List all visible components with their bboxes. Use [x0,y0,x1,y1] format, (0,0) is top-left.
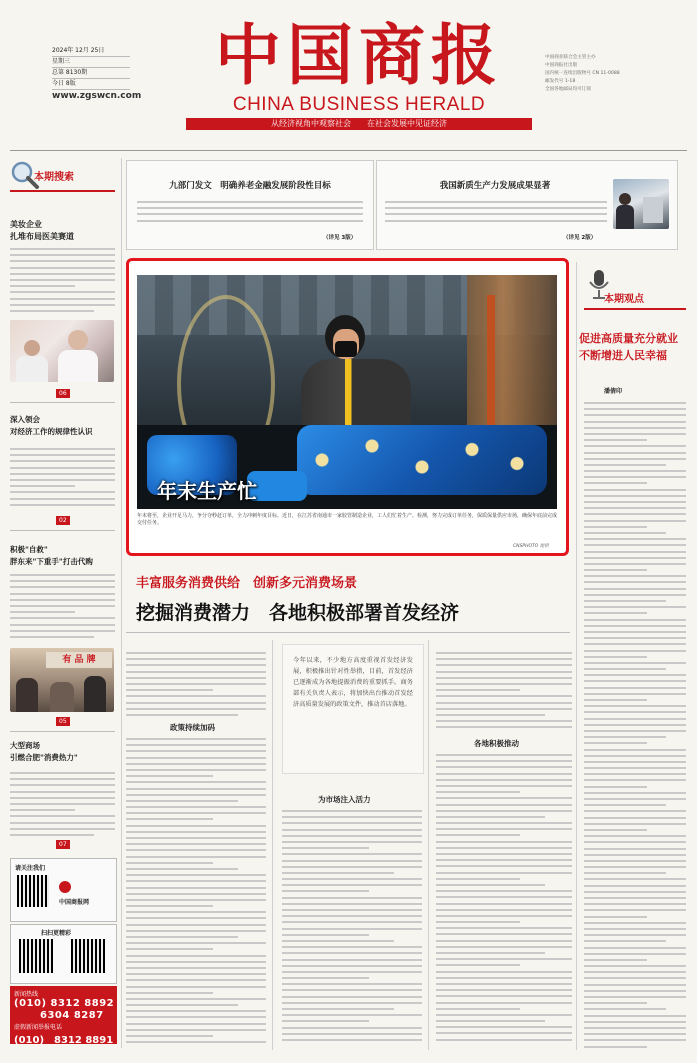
logo-icon [59,881,71,893]
page-ref[interactable]: （详见 3版） [323,235,357,241]
pull-quote [282,644,424,774]
issue-weekday: 星期三 [52,57,130,68]
top-story-text [137,201,363,229]
section-label-viewpoint: 本期观点 [604,294,644,305]
hero-caption: 年末将至，企业开足马力，争分夺秒赶订单，全力冲刺年度目标。近日，在江苏省南通市一家胶管制造企业，工人们忙着生产、检测，努力完成订单任务，保质保量供应市场，确保年底前完成交付任务。 [137,513,558,526]
page-number[interactable]: 07 [56,840,70,849]
subhead: 为市场注入活力 [318,795,371,804]
page-number[interactable]: 02 [56,516,70,525]
teaser-text [10,448,115,510]
hero-photo [137,275,557,509]
main-body-text [282,810,422,1050]
viewpoint-author: 潘倩印 [604,388,623,395]
publisher-info [545,54,675,94]
publisher-line: 全国各地邮局均可订阅 [545,87,591,92]
scan-box [10,924,117,984]
subhead: 各地积极推动 [474,739,519,748]
main-body-text [126,738,266,1050]
teaser-text [10,248,115,316]
viewpoint-text [584,402,686,1050]
viewpoint-title[interactable]: 促进高质量充分就业 不断增进人民幸福 [579,332,678,362]
hotline-number[interactable]: (010) 8312 8892 [14,998,115,1009]
qr-code-icon[interactable] [17,875,49,907]
qr-code-icon[interactable] [71,939,105,973]
pull-quote-text: 今年以来，不少地方高度重视首发经济发展，积极推出针对性举措，目前，首发经济已逐渐成为各地提振消费的重要抓手。商务部有关负责人表示，将加快出台推动首发经济高质量发展的政策文件，推动首店落地。 [293,657,413,708]
top-story-headline: 明确养老金融发展阶段性目标 [220,181,331,191]
publisher-line: 邮发代号 1-18 [545,79,576,84]
main-deck: 丰富服务消费供给 创新多元消费场景 [136,576,358,591]
page-ref[interactable]: （详见 2版） [563,235,597,241]
teaser-text [10,772,115,838]
teaser-photo [10,320,114,382]
page-number[interactable]: 06 [56,389,70,398]
top-story-box[interactable] [126,160,374,250]
issue-total: 总第 8130期 [52,68,130,79]
top-story-photo [613,179,669,229]
teaser-title[interactable]: 大型商场 引燃合肥"消费热力" [10,741,78,762]
website[interactable]: www.zgswcn.com [52,91,142,101]
issue-pages: 今日 8版 [52,79,130,90]
teaser-title[interactable]: 深入领会 对经济工作的规律性认识 [10,415,93,436]
teaser-title[interactable]: 美妆企业 扎堆布局医美赛道 [10,219,74,241]
main-intro-text [126,652,266,722]
page-number[interactable]: 05 [56,717,70,726]
hotline-number[interactable]: 6304 8287 [40,1010,104,1021]
hotline-box [10,986,117,1044]
top-story-headline: 我国新质生产力发展成果显著 [439,181,551,191]
teaser-text [10,574,115,640]
follow-title: 中国商报网 [59,899,90,906]
hero-overlay-title: 年末生产忙 [157,479,257,503]
masthead-title-en: CHINA BUSINESS HERALD [232,94,486,115]
issue-date: 2024年 12月 25日 [52,46,130,57]
top-story-kicker: 九部门发文 [169,181,212,191]
top-story-text [385,201,607,229]
masthead-title: 中国商报 [215,16,503,94]
follow-box [10,858,117,922]
publisher-line: 中国商业联合会主管主办 [545,55,596,60]
hero-photo-frame [126,258,569,556]
masthead-slogan: 从经济视角中观察社会 在社会发展中见证经济 [186,118,532,130]
complaint-number[interactable]: (010) 8312 8891 [14,1035,114,1046]
scan-label: 扫扫更精彩 [41,930,72,937]
subhead: 政策持续加码 [170,723,215,732]
main-headline[interactable]: 挖掘消费潜力 各地积极部署首发经济 [136,602,460,624]
section-label-search: 本期搜索 [34,172,74,183]
top-story-title [127,179,373,191]
publisher-line: 中国商报社出版 [545,63,578,68]
main-body-text [436,754,572,1050]
issue-info [52,46,142,103]
qr-code-icon[interactable] [19,939,53,973]
complaint-label: 虚假新闻举报电话 [14,1024,63,1031]
hotline-label: 新闻热线 [14,991,39,998]
teaser-title[interactable]: 积极"自救" 胖东来"下重手"打击代购 [10,545,93,566]
main-body-text [436,652,572,736]
publisher-line: 国内统一连续出版物号 CN 11-0088 [545,71,620,76]
teaser-photo: 有 品 牌 [10,648,114,712]
hero-credit: CNSPHOTO 提供 [513,544,549,549]
follow-label: 请关注我们 [15,865,46,872]
top-story-box[interactable] [376,160,678,250]
